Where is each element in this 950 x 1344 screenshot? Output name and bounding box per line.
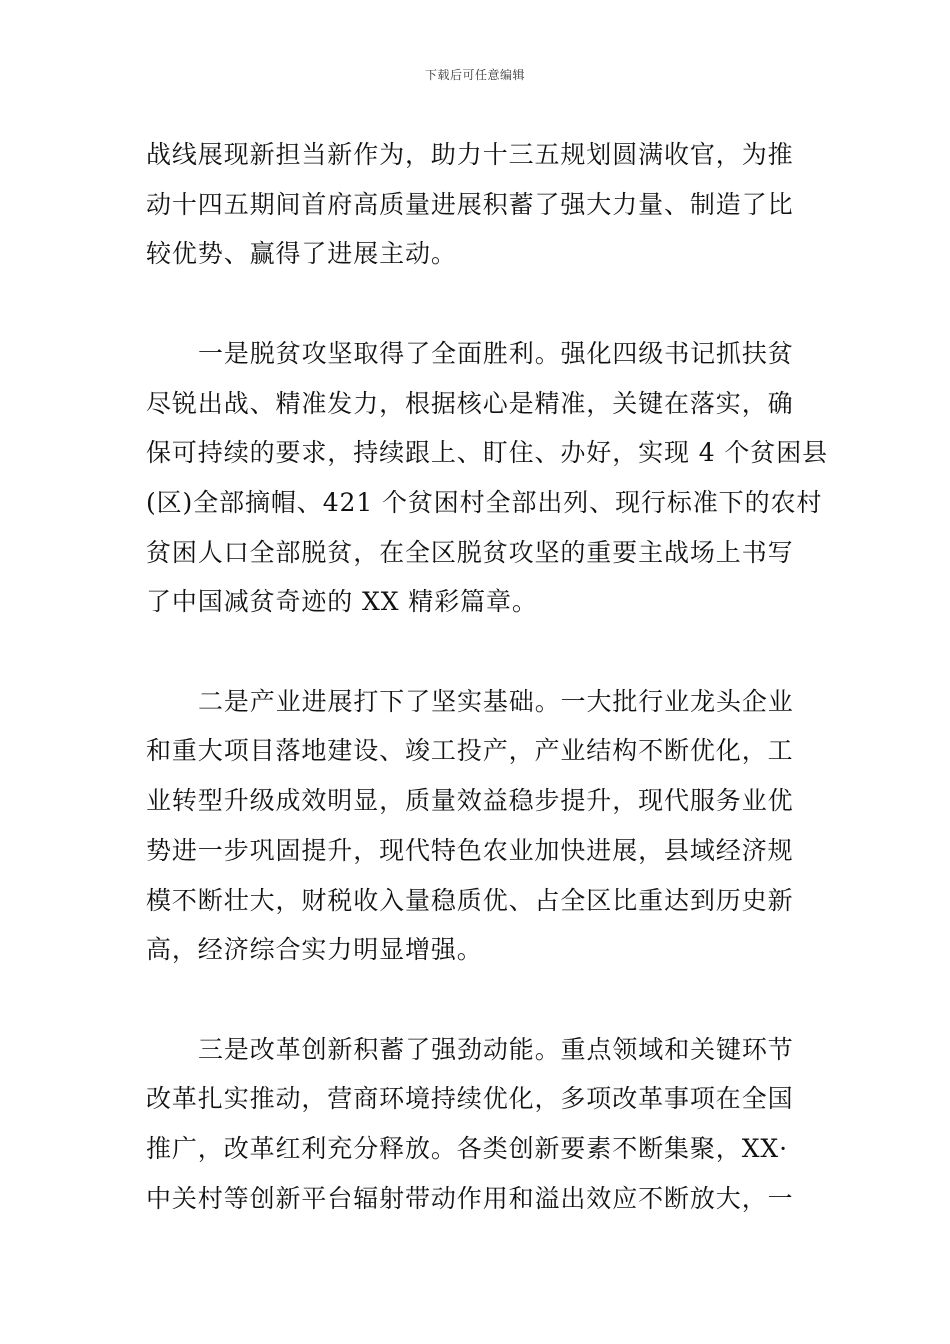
text-line: 和重大项目落地建设、竣工投产，产业结构不断优化，工 [146, 736, 794, 766]
paragraph-gap [146, 627, 806, 677]
text-line: 势进一步巩固提升，现代特色农业加快进展，县域经济规 [146, 835, 794, 865]
document-body [146, 130, 829, 1223]
text-line: 贫困人口全部脱贫，在全区脱贫攻坚的重要主战场上书写 [146, 537, 794, 567]
header-note: 下载后可任意编辑 [424, 68, 525, 82]
paragraph-gap [146, 279, 806, 329]
paragraph-gap [146, 975, 806, 1025]
text-line: 二是产业进展打下了坚实基础。一大批行业龙头企业 [198, 686, 794, 716]
text-line: 保可持续的要求，持续跟上、盯住、办好，实现 4 个贫困县 [146, 438, 829, 468]
text-line: (区)全部摘帽、421 个贫困村全部出列、现行标准下的农村 [146, 487, 823, 517]
text-line: 战线展现新担当新作为，助力十三五规划圆满收官，为推 [146, 140, 794, 169]
text-line: 尽锐出战、精准发力，根据核心是精准，关键在落实，确 [146, 388, 794, 418]
text-line: 一是脱贫攻坚取得了全面胜利。强化四级书记抓扶贫 [198, 338, 794, 368]
text-line: 高，经济综合实力明显增强。 [146, 935, 483, 965]
paragraph-poverty [146, 329, 829, 627]
text-line: 业转型升级成效明显，质量效益稳步提升，现代服务业优 [146, 786, 794, 816]
intro-paragraph [146, 130, 806, 279]
paragraph-industry [146, 677, 806, 975]
text-line: 较优势、赢得了进展主动。 [146, 239, 457, 269]
text-line: 了中国减贫奇迹的 XX 精彩篇章。 [146, 587, 538, 617]
text-line: 中关村等创新平台辐射带动作用和溢出效应不断放大，一 [146, 1183, 794, 1213]
text-line: 动十四五期间首府高质量进展积蓄了强大力量、制造了比 [146, 189, 794, 219]
text-line: 三是改革创新积蓄了强劲动能。重点领域和关键环节 [198, 1034, 794, 1064]
paragraph-reform [146, 1025, 806, 1224]
text-line: 改革扎实推动，营商环境持续优化，多项改革事项在全国 [146, 1084, 794, 1114]
text-line: 推广，改革红利充分释放。各类创新要素不断集聚，XX· [146, 1134, 788, 1164]
text-line: 模不断壮大，财税收入量稳质优、占全区比重达到历史新 [146, 885, 794, 915]
